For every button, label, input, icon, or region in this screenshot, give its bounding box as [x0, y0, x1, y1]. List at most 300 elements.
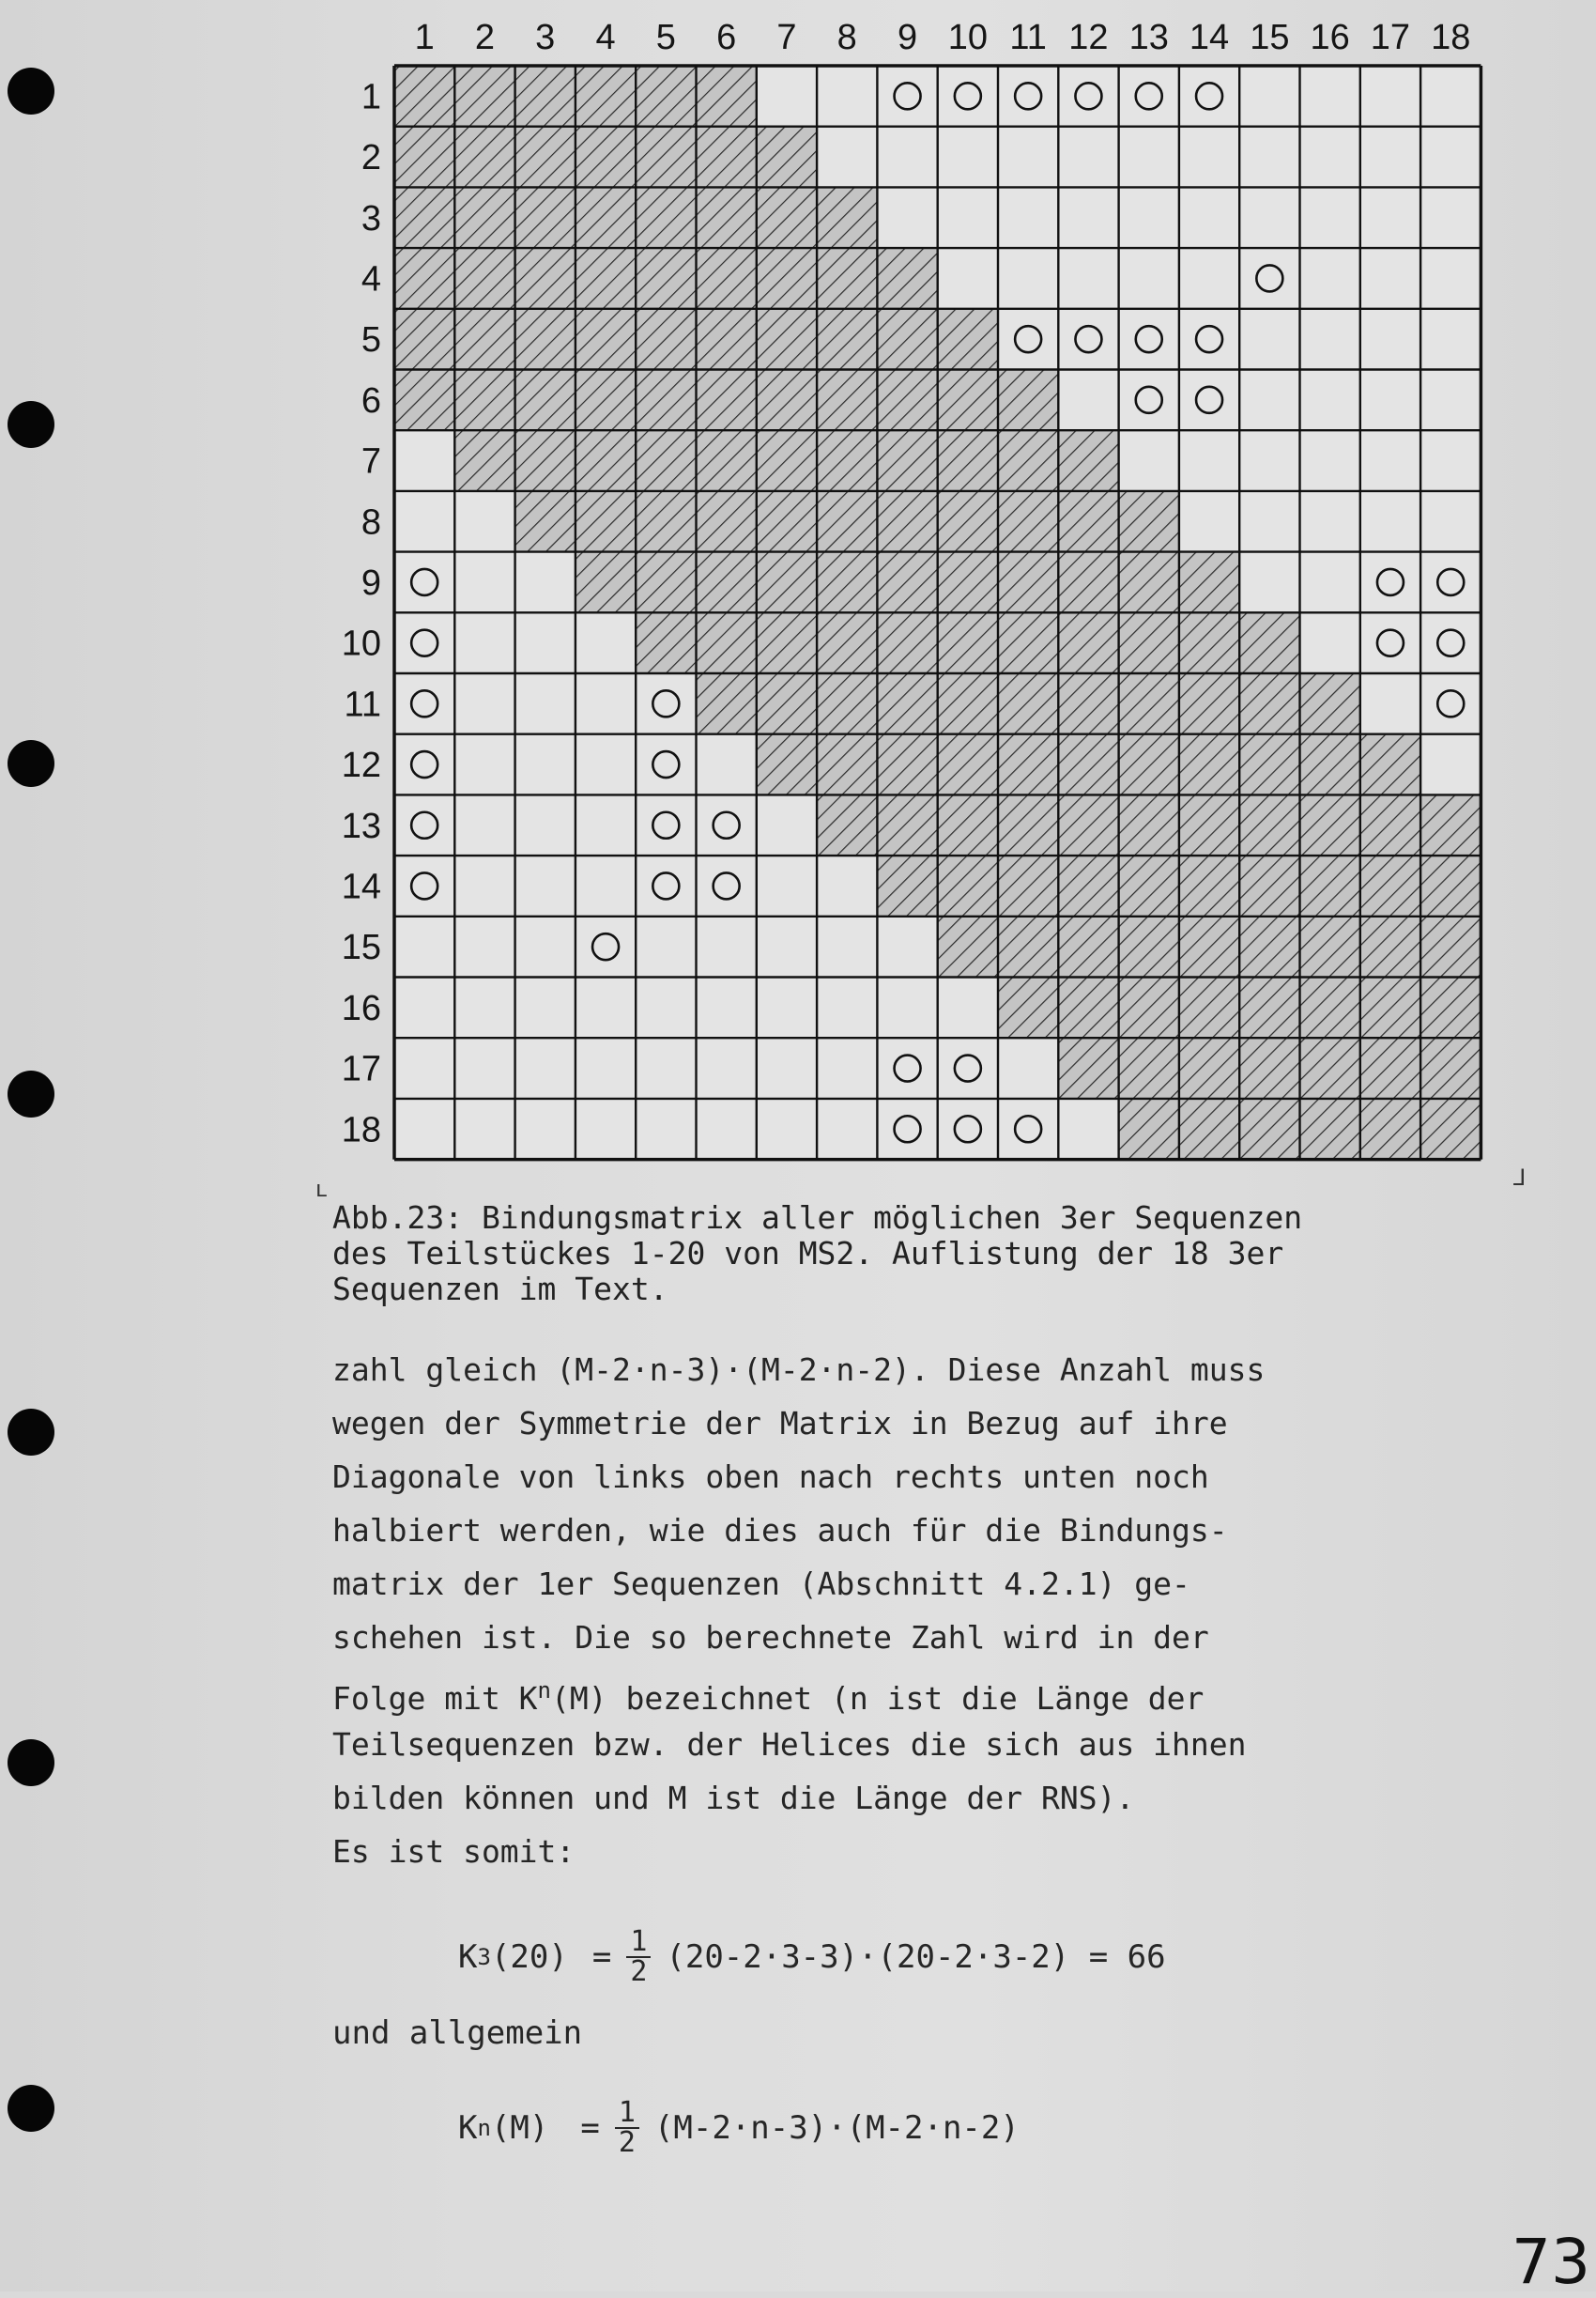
hatched-cell	[1360, 794, 1420, 856]
hatched-cell	[1360, 856, 1420, 917]
empty-cell	[1179, 309, 1239, 370]
hatched-cell	[757, 673, 817, 734]
formula-argument: (20)	[490, 1938, 568, 1976]
hatched-cell	[938, 673, 998, 734]
hatched-cell	[1058, 491, 1118, 552]
empty-cell	[515, 1038, 575, 1099]
hatched-cell	[575, 552, 636, 613]
hatched-cell	[394, 370, 454, 431]
empty-cell	[877, 187, 937, 248]
empty-cell	[1420, 187, 1481, 248]
hatched-cell	[757, 370, 817, 431]
body-line: Es ist somit:	[332, 1833, 575, 1870]
hatched-cell	[938, 917, 998, 978]
hatched-cell	[998, 612, 1058, 673]
hatched-cell	[757, 552, 817, 613]
hatched-cell	[454, 430, 514, 491]
hatched-cell	[515, 370, 575, 431]
hatched-cell	[1239, 978, 1299, 1039]
empty-cell	[575, 978, 636, 1039]
empty-cell	[636, 1099, 696, 1160]
empty-cell	[394, 1038, 454, 1099]
hatched-cell	[1119, 978, 1179, 1039]
hatched-cell	[877, 612, 937, 673]
hatched-cell	[454, 66, 514, 127]
empty-cell	[877, 127, 937, 188]
empty-cell	[877, 978, 937, 1039]
body-line: Diagonale von links oben nach rechts unten noch	[332, 1458, 1209, 1495]
body-line: wegen der Symmetrie der Matrix in Bezug auf ihre	[332, 1405, 1228, 1442]
hatched-cell	[1119, 1038, 1179, 1099]
hatched-cell	[938, 370, 998, 431]
empty-cell	[697, 1099, 757, 1160]
hatched-cell	[1179, 1038, 1239, 1099]
empty-cell	[1360, 248, 1420, 309]
empty-cell	[454, 794, 514, 856]
empty-cell	[1179, 187, 1239, 248]
empty-cell	[938, 127, 998, 188]
hatched-cell	[817, 673, 877, 734]
hatched-cell	[938, 552, 998, 613]
hatched-cell	[636, 612, 696, 673]
hatched-cell	[998, 856, 1058, 917]
hatched-cell	[394, 66, 454, 127]
hatched-cell	[636, 127, 696, 188]
empty-cell	[1420, 491, 1481, 552]
fraction-numerator: 1	[615, 2099, 639, 2129]
hatched-cell	[817, 491, 877, 552]
body-line: schehen ist. Die so berechnete Zahl wird in der	[332, 1619, 1209, 1656]
empty-cell	[1360, 187, 1420, 248]
hatched-cell	[636, 248, 696, 309]
hatched-cell	[757, 430, 817, 491]
empty-cell	[1179, 66, 1239, 127]
row-label: 11	[344, 685, 381, 725]
hatched-cell	[817, 248, 877, 309]
empty-cell	[877, 917, 937, 978]
hatched-cell	[757, 248, 817, 309]
hatched-cell	[1300, 978, 1360, 1039]
empty-cell	[1420, 734, 1481, 795]
formula-kn-m	[458, 2096, 1020, 2159]
row-label: 16	[341, 988, 381, 1028]
formula-k3-20	[458, 1925, 1166, 1988]
empty-cell	[1420, 552, 1481, 613]
hatched-cell	[1058, 612, 1118, 673]
body-line	[332, 1664, 1553, 1718]
empty-cell	[394, 856, 454, 917]
hatched-cell	[1300, 917, 1360, 978]
empty-cell	[636, 734, 696, 795]
hatched-cell	[515, 187, 575, 248]
hatched-cell	[817, 794, 877, 856]
fraction-numerator: 1	[626, 1928, 651, 1958]
formula-exponent: n	[477, 2115, 491, 2141]
hatched-cell	[454, 127, 514, 188]
empty-cell	[877, 1038, 937, 1099]
hatched-cell	[1058, 978, 1118, 1039]
empty-cell	[1058, 127, 1118, 188]
formula-equals: =	[580, 2109, 600, 2147]
fraction-one-half	[626, 1925, 651, 1988]
row-label: 3	[361, 198, 381, 239]
hatched-cell	[877, 856, 937, 917]
hatched-cell	[1058, 1038, 1118, 1099]
hatched-cell	[636, 309, 696, 370]
empty-cell	[817, 1099, 877, 1160]
hatched-cell	[1179, 673, 1239, 734]
empty-cell	[757, 66, 817, 127]
hatched-cell	[998, 794, 1058, 856]
empty-cell	[1179, 491, 1239, 552]
hatched-cell	[1058, 430, 1118, 491]
hatched-cell	[1360, 1099, 1420, 1160]
empty-cell	[515, 673, 575, 734]
hatched-cell	[757, 309, 817, 370]
empty-cell	[1360, 612, 1420, 673]
hatched-cell	[575, 370, 636, 431]
empty-cell	[394, 794, 454, 856]
empty-cell	[1119, 187, 1179, 248]
empty-cell	[1360, 127, 1420, 188]
hatched-cell	[1179, 552, 1239, 613]
empty-cell	[1119, 309, 1179, 370]
hatched-cell	[1119, 856, 1179, 917]
column-label: 14	[1189, 18, 1230, 57]
empty-cell	[1119, 66, 1179, 127]
empty-cell	[938, 978, 998, 1039]
body-text-fragment: (M) bezeichnet (n ist die Länge der	[551, 1680, 1205, 1717]
formula-equals: =	[591, 1938, 612, 1976]
empty-cell	[757, 917, 817, 978]
formula-argument: (M)	[490, 2109, 549, 2147]
hatched-cell	[1420, 856, 1481, 917]
empty-cell	[394, 917, 454, 978]
hatched-cell	[1058, 673, 1118, 734]
column-label: 3	[535, 18, 556, 57]
punch-hole	[8, 2085, 54, 2132]
hatched-cell	[817, 552, 877, 613]
hatched-cell	[877, 248, 937, 309]
empty-cell	[697, 856, 757, 917]
row-label: 13	[341, 806, 381, 846]
empty-cell	[515, 794, 575, 856]
caption-line: des Teilstückes 1-20 von MS2. Auflistung der 18 3er	[332, 1235, 1284, 1272]
hatched-cell	[636, 430, 696, 491]
hatched-cell	[1239, 917, 1299, 978]
empty-cell	[575, 1099, 636, 1160]
empty-cell	[454, 978, 514, 1039]
hatched-cell	[998, 491, 1058, 552]
empty-cell	[454, 1038, 514, 1099]
hatched-cell	[636, 552, 696, 613]
hatched-cell	[1300, 734, 1360, 795]
fraction-denominator: 2	[618, 2126, 636, 2159]
row-label: 2	[361, 138, 381, 178]
empty-cell	[394, 1099, 454, 1160]
hatched-cell	[1179, 1099, 1239, 1160]
empty-cell	[515, 856, 575, 917]
empty-cell	[938, 187, 998, 248]
hatched-cell	[1300, 1038, 1360, 1099]
empty-cell	[877, 66, 937, 127]
hatched-cell	[1119, 552, 1179, 613]
empty-cell	[1058, 370, 1118, 431]
empty-cell	[454, 734, 514, 795]
hatched-cell	[1119, 734, 1179, 795]
hatched-cell	[1179, 734, 1239, 795]
connector-text: und allgemein	[332, 2014, 583, 2052]
empty-cell	[515, 552, 575, 613]
hatched-cell	[998, 734, 1058, 795]
hatched-cell	[757, 127, 817, 188]
empty-cell	[697, 978, 757, 1039]
hatched-cell	[636, 370, 696, 431]
hatched-cell	[877, 734, 937, 795]
hatched-cell	[817, 309, 877, 370]
column-label: 16	[1310, 18, 1350, 57]
hatched-cell	[515, 309, 575, 370]
hatched-cell	[998, 917, 1058, 978]
row-label: 9	[361, 563, 381, 603]
hatched-cell	[697, 66, 757, 127]
fraction-denominator: 2	[630, 1955, 648, 1988]
hatched-cell	[575, 491, 636, 552]
empty-cell	[1420, 673, 1481, 734]
column-label: 8	[836, 18, 857, 57]
hatched-cell	[454, 248, 514, 309]
empty-cell	[454, 612, 514, 673]
empty-cell	[394, 673, 454, 734]
column-label: 1	[414, 18, 435, 57]
hatched-cell	[817, 187, 877, 248]
empty-cell	[1300, 370, 1360, 431]
formula-expression: (20-2·3-3)·(20-2·3-2) = 66	[666, 1938, 1166, 1976]
empty-cell	[515, 734, 575, 795]
hatched-cell	[697, 248, 757, 309]
hatched-cell	[1300, 856, 1360, 917]
empty-cell	[636, 856, 696, 917]
hatched-cell	[817, 612, 877, 673]
hatched-cell	[575, 127, 636, 188]
superscript: n	[537, 1677, 551, 1704]
empty-cell	[1179, 430, 1239, 491]
hatched-cell	[454, 370, 514, 431]
column-label: 15	[1250, 18, 1290, 57]
empty-cell	[1239, 491, 1299, 552]
empty-cell	[697, 734, 757, 795]
empty-cell	[394, 552, 454, 613]
hatched-cell	[1360, 734, 1420, 795]
row-label: 14	[341, 867, 381, 907]
hatched-cell	[697, 127, 757, 188]
row-label: 18	[341, 1110, 381, 1150]
hatched-cell	[877, 430, 937, 491]
hatched-cell	[636, 66, 696, 127]
hatched-cell	[636, 187, 696, 248]
hatched-cell	[1300, 673, 1360, 734]
empty-cell	[1300, 127, 1360, 188]
empty-cell	[454, 856, 514, 917]
page-number: 73	[1512, 2226, 1590, 2298]
empty-cell	[817, 127, 877, 188]
column-label: 10	[947, 18, 988, 57]
hatched-cell	[1360, 1038, 1420, 1099]
row-label: 12	[341, 746, 381, 786]
corner-mark: ʟ	[315, 1176, 328, 1202]
empty-cell	[515, 1099, 575, 1160]
empty-cell	[938, 248, 998, 309]
hatched-cell	[1420, 917, 1481, 978]
body-line: Teilsequenzen bzw. der Helices die sich aus ihnen	[332, 1726, 1247, 1763]
empty-cell	[1179, 248, 1239, 309]
hatched-cell	[877, 309, 937, 370]
empty-cell	[1179, 127, 1239, 188]
column-label: 12	[1068, 18, 1109, 57]
hatched-cell	[1300, 794, 1360, 856]
hatched-cell	[1420, 1099, 1481, 1160]
hatched-cell	[515, 127, 575, 188]
empty-cell	[1239, 66, 1299, 127]
empty-cell	[575, 673, 636, 734]
hatched-cell	[1058, 794, 1118, 856]
punch-hole	[8, 1409, 54, 1456]
hatched-cell	[697, 370, 757, 431]
empty-cell	[938, 1099, 998, 1160]
empty-cell	[394, 491, 454, 552]
hatched-cell	[1239, 1038, 1299, 1099]
empty-cell	[817, 1038, 877, 1099]
empty-cell	[1239, 552, 1299, 613]
empty-cell	[998, 66, 1058, 127]
hatched-cell	[1239, 1099, 1299, 1160]
empty-cell	[515, 612, 575, 673]
empty-cell	[1300, 187, 1360, 248]
hatched-cell	[938, 309, 998, 370]
hatched-cell	[998, 552, 1058, 613]
empty-cell	[1058, 248, 1118, 309]
empty-cell	[1239, 370, 1299, 431]
empty-cell	[636, 917, 696, 978]
hatched-cell	[1360, 917, 1420, 978]
empty-cell	[1360, 66, 1420, 127]
empty-cell	[1119, 430, 1179, 491]
hatched-cell	[757, 491, 817, 552]
empty-cell	[998, 1099, 1058, 1160]
empty-cell	[575, 1038, 636, 1099]
hatched-cell	[575, 248, 636, 309]
empty-cell	[1360, 309, 1420, 370]
formula-expression: (M-2·n-3)·(M-2·n-2)	[653, 2109, 1020, 2147]
hatched-cell	[697, 612, 757, 673]
empty-cell	[636, 978, 696, 1039]
hatched-cell	[394, 127, 454, 188]
hatched-cell	[394, 309, 454, 370]
column-label: 13	[1128, 18, 1169, 57]
hatched-cell	[757, 612, 817, 673]
formula-exponent: 3	[477, 1944, 491, 1970]
empty-cell	[1300, 491, 1360, 552]
column-label: 7	[776, 18, 797, 57]
row-label: 8	[361, 502, 381, 543]
empty-cell	[1300, 66, 1360, 127]
caption-line: Abb.23: Bindungsmatrix aller möglichen 3er Sequenzen	[332, 1199, 1303, 1236]
hatched-cell	[697, 673, 757, 734]
hatched-cell	[1119, 917, 1179, 978]
row-label: 10	[341, 624, 381, 664]
hatched-cell	[877, 370, 937, 431]
column-label: 9	[897, 18, 918, 57]
hatched-cell	[454, 309, 514, 370]
empty-cell	[1420, 127, 1481, 188]
hatched-cell	[938, 491, 998, 552]
empty-cell	[1058, 66, 1118, 127]
hatched-cell	[697, 309, 757, 370]
hatched-cell	[1239, 856, 1299, 917]
empty-cell	[454, 491, 514, 552]
hatched-cell	[575, 309, 636, 370]
formula-symbol: K	[458, 2109, 478, 2147]
empty-cell	[1420, 430, 1481, 491]
formula-symbol: K	[458, 1938, 478, 1976]
hatched-cell	[1058, 856, 1118, 917]
hatched-cell	[575, 187, 636, 248]
empty-cell	[1300, 612, 1360, 673]
row-label: 15	[341, 928, 381, 968]
fraction-one-half	[615, 2096, 639, 2159]
empty-cell	[394, 978, 454, 1039]
hatched-cell	[998, 978, 1058, 1039]
hatched-cell	[1179, 917, 1239, 978]
column-label: 2	[474, 18, 496, 57]
hatched-cell	[938, 612, 998, 673]
hatched-cell	[998, 370, 1058, 431]
empty-cell	[817, 66, 877, 127]
column-label: 4	[595, 18, 616, 57]
empty-cell	[697, 917, 757, 978]
empty-cell	[1119, 248, 1179, 309]
hatched-cell	[1119, 491, 1179, 552]
hatched-cell	[1058, 552, 1118, 613]
hatched-cell	[817, 370, 877, 431]
empty-cell	[394, 430, 454, 491]
hatched-cell	[575, 66, 636, 127]
hatched-cell	[515, 66, 575, 127]
hatched-cell	[394, 187, 454, 248]
hatched-cell	[1239, 612, 1299, 673]
empty-cell	[394, 612, 454, 673]
hatched-cell	[1179, 856, 1239, 917]
empty-cell	[757, 794, 817, 856]
row-label: 4	[361, 259, 381, 300]
empty-cell	[515, 978, 575, 1039]
hatched-cell	[697, 552, 757, 613]
empty-cell	[817, 917, 877, 978]
empty-cell	[697, 794, 757, 856]
body-paragraph	[332, 1343, 1553, 1878]
corner-mark: ⅃	[1513, 1164, 1527, 1191]
empty-cell	[1058, 1099, 1118, 1160]
hatched-cell	[1420, 1038, 1481, 1099]
empty-cell	[998, 1038, 1058, 1099]
empty-cell	[1179, 370, 1239, 431]
hatched-cell	[1119, 1099, 1179, 1160]
empty-cell	[454, 673, 514, 734]
empty-cell	[575, 917, 636, 978]
hatched-cell	[877, 794, 937, 856]
empty-cell	[877, 1099, 937, 1160]
body-line: halbiert werden, wie dies auch für die Bindungs-	[332, 1512, 1228, 1549]
